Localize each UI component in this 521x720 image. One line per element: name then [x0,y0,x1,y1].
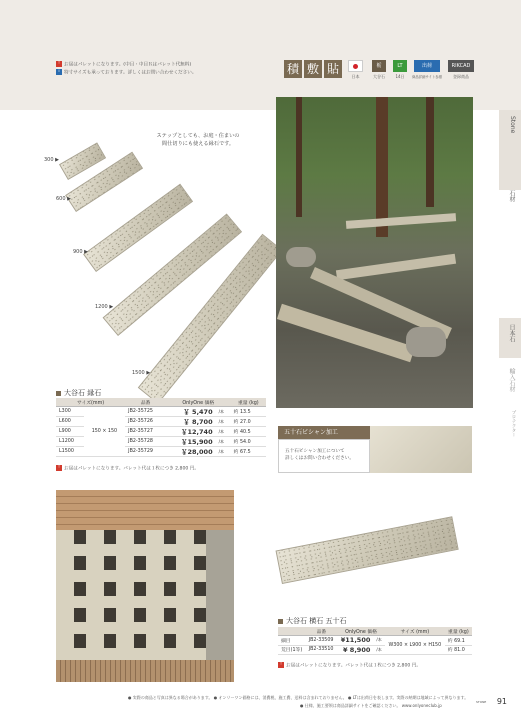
cell-price: ￥15,900 [166,437,216,447]
header-note-text: お届はパレットになります。(中目・中目Ｒはパレット代無料) [64,62,192,68]
tree-trunk [376,97,388,237]
size-label-text: 1200 [95,304,108,310]
cell-size: 150 × 150 [84,407,126,457]
cell-length: L300 [56,407,84,417]
warning-icon: ! [278,662,284,668]
product-char-1: 積 [284,60,302,78]
lead-time-badge: LT [393,60,407,72]
caption-line: 間仕切りにも使える縁石です。 [161,141,235,147]
cell-price: ￥28,000 [166,447,216,457]
size-label-text: 600 [56,196,66,202]
side-tab-ishizai[interactable]: 石材 [508,190,515,202]
badge-label-ship: 商品詳細サイト参照 [411,75,443,79]
col-header: サイズ (mm) [385,627,445,636]
cell-price: ￥ 5,470 [166,407,216,417]
stone-block-rows [56,530,206,660]
section1-title [56,388,101,398]
size-label-text: 1500 [132,370,145,376]
cell-weight: 約 27.0 [231,417,266,427]
tochigi-badge: 栃 [372,60,386,72]
wood-deck [56,660,234,682]
product-char-3: 貼 [324,60,342,78]
page-number: 91 [496,697,507,706]
header-note-2 [56,69,197,77]
badge-label-lt: 14日 [395,74,405,79]
garden-path-photo [276,97,473,408]
cell-unit: /本 [216,437,231,447]
section2-note [278,662,421,670]
product-char-2: 敷 [304,60,322,78]
cell-code: JB2-33509 [306,636,337,646]
title-square-icon [56,391,61,396]
header-note-1 [56,61,191,69]
col-header: 重量 (kg) [231,398,266,407]
cell-price: ￥12,740 [166,427,216,437]
cell-weight: 約 40.5 [231,427,266,437]
cell-unit: /本 [216,427,231,437]
title-square-icon [278,619,283,624]
cell-length: L900 [56,427,84,437]
col-header-blank [278,627,306,636]
badge-label-origin: 日本 [351,74,360,79]
table-header-row [56,398,266,407]
section2-title-text: 大谷石 横石 五十石 [286,617,347,625]
size-label-1500: 1500 ▶ [132,370,151,376]
step-stone [346,213,456,229]
section2-spec-table [278,627,472,655]
warning-icon: ! [56,465,62,471]
cell-code: JB2-35725 [125,407,166,417]
badge-label-stone: 大谷石 [373,74,385,79]
process-text-line: 詳しくはお問い合わせください。 [285,456,354,461]
footer-line-2: ● 仕様、施工要領は商品詳細サイトをご確認ください。 www.onlyonecIub.jp [300,703,442,708]
col-header: OnlyOne 価格 [337,627,385,636]
cell-price: ￥ 8,700 [166,417,216,427]
section1-caption [128,132,268,148]
cell-weight: 約 54.0 [231,437,266,447]
cell-unit: /本 [216,417,231,427]
side-tab-label: 日本石 [508,324,515,342]
section1-title-text: 大谷石 縁石 [64,389,102,397]
section1-note-text: お届はパレットになります。パレット代は１枚につき 2,800 円。 [64,466,199,472]
japan-flag-icon [348,60,363,72]
cell-unit: /本 [216,407,231,417]
window-frame [206,530,234,660]
cell-price: ¥11,500 [337,636,373,646]
size-label-600: 600 ▶ [56,196,71,202]
cell-unit: /本 [373,645,385,655]
caption-line: ステップとしても、お庭・住まいの [156,133,240,139]
stone-wall-photo [56,490,234,682]
garden-rock [286,247,316,267]
cell-name: 荒目(1等) [278,645,306,655]
tree-trunk [426,97,434,207]
header-note-text: 特寸サイズも承っております。詳しくはお問い合わせください。 [64,70,197,76]
col-header: 品番 [306,627,337,636]
cell-code: JB2-35726 [125,417,166,427]
size-label-900: 900 ▶ [73,249,88,255]
cell-weight: 約 69.1 [445,636,472,646]
cell-weight: 約 81.0 [445,645,472,655]
cell-code: JB2-35727 [125,427,166,437]
table-row [278,636,472,646]
cell-name: 細目 [278,636,306,646]
header-band [0,0,521,110]
size-label-1200: 1200 ▶ [95,304,114,310]
size-label-text: 300 [44,157,54,163]
cell-length: L1200 [56,437,84,447]
col-header: 重量 (kg) [445,627,472,636]
cell-weight: 約 67.5 [231,447,266,457]
size-label-300: 300 ▶ [44,157,59,163]
side-tab-label: Stone [509,116,516,134]
page-label: STONE [476,700,487,704]
col-header: OnlyOne 価格 [166,398,231,407]
footer-line-1: ● 実際の商品と写真は異なる場合があります。 ● オンリーワン価格には、消費税、施工費、送料は含まれておりません。 ● LTは出荷日を表します。実際の納期は地域によって異なります。 [128,695,469,700]
side-tab-stone[interactable] [499,110,521,190]
stone-yokoishi [276,516,459,584]
section1-spec-table [56,398,266,457]
stone-1500 [138,234,283,404]
section2-title [278,616,346,626]
side-tab-import[interactable]: 輸入石材 [508,368,515,392]
cell-weight: 約 13.5 [231,407,266,417]
cell-length: L600 [56,417,84,427]
garden-rock [406,327,446,357]
shipping-badge: 出荷 [414,60,440,72]
step-stone [336,254,456,281]
bishan-texture-photo [370,426,472,473]
warning-icon: ! [56,61,62,67]
table-header-row [278,627,472,636]
cell-code: JB2-35729 [125,447,166,457]
wood-siding [56,490,234,530]
cell-code: JB2-33510 [306,645,337,655]
side-tab-japan-stone[interactable] [499,318,521,358]
cell-price: ¥ 8,900 [337,645,373,655]
col-header: 品番 [125,398,166,407]
badge-label-rikcad: 登録商品 [453,74,469,79]
tree-trunk [296,97,302,217]
process-title: 五十石ビシャン加工 [278,426,370,439]
cell-length: L1500 [56,447,84,457]
cell-size: W300 × L900 × H150 [385,636,445,655]
side-tab-protector[interactable]: プロテクター [511,410,516,437]
process-box [278,439,370,473]
cell-code: JB2-35728 [125,437,166,447]
rikcad-badge: RIKCAD [448,60,474,72]
col-header: サイズ(mm) [56,398,125,407]
cell-unit: /本 [216,447,231,457]
cell-unit: /本 [373,636,385,646]
section1-note [56,465,199,473]
table-row [56,407,266,417]
section2-note-text: お届はパレットになります。パレット代は１枚につき 2,800 円。 [286,663,421,669]
info-icon: i [56,69,62,75]
process-text-line: 五十石ビシャン加工について [285,449,345,454]
size-label-text: 900 [73,249,83,255]
